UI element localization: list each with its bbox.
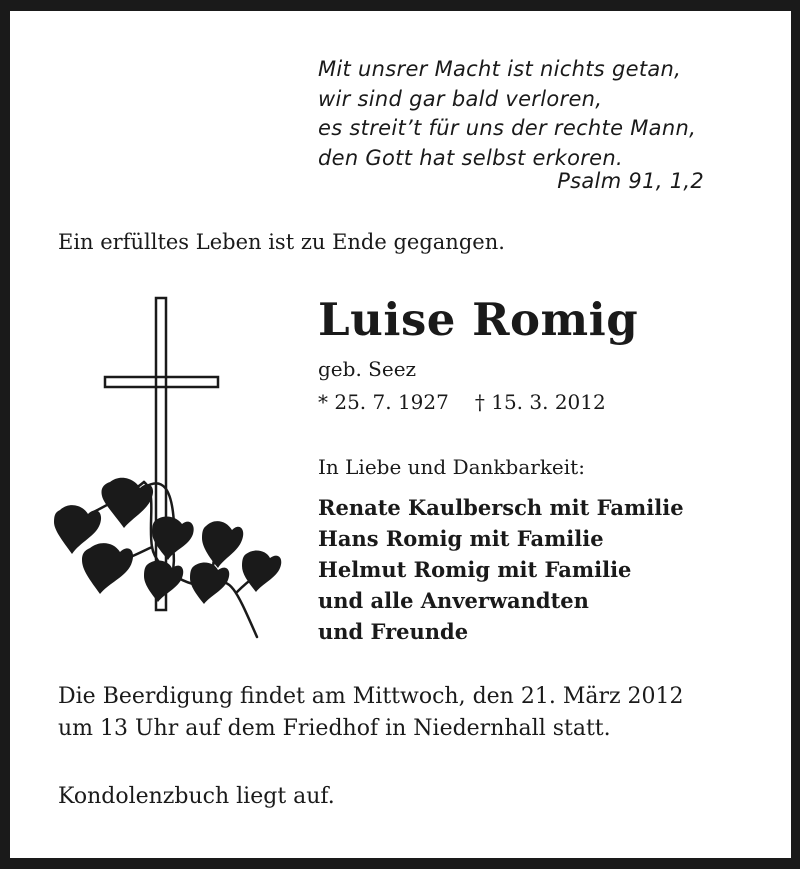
funeral-line: Die Beerdigung findet am Mittwoch, den 21. März 2012	[58, 684, 684, 709]
thanks-line: In Liebe und Dankbarkeit:	[318, 455, 585, 479]
verse-line: wir sind gar bald verloren,	[318, 86, 603, 111]
deceased-name: Luise Romig	[318, 293, 639, 346]
intro-text: Ein erfülltes Leben ist zu Ende gegangen.	[58, 230, 505, 254]
verse-reference: Psalm 91, 1,2	[557, 169, 704, 193]
birth-name: geb. Seez	[318, 357, 417, 381]
funeral-line: um 13 Uhr auf dem Friedhof in Niedernhall statt.	[58, 716, 611, 741]
condolence-note: Kondolenzbuch liegt auf.	[58, 784, 335, 809]
cross-and-ivy-emblem	[52, 292, 292, 652]
mourner-entry: Renate Kaulbersch mit Familie	[318, 495, 684, 520]
mourner-entry: und Freunde	[318, 619, 469, 644]
mourners-list	[318, 492, 684, 647]
mourner-entry: und alle Anverwandten	[318, 588, 589, 613]
death-date: † 15. 3. 2012	[474, 390, 606, 414]
mourner-entry: Helmut Romig mit Familie	[318, 557, 632, 582]
mourner-entry: Hans Romig mit Familie	[318, 526, 604, 551]
funeral-info	[58, 681, 684, 745]
life-dates	[318, 388, 606, 416]
verse-line: den Gott hat selbst erkoren.	[318, 145, 623, 170]
verse-line: es streit’t für uns der rechte Mann,	[318, 116, 697, 140]
birth-date: * 25. 7. 1927	[318, 390, 449, 414]
ivy-icon	[54, 478, 281, 637]
verse-block	[318, 55, 718, 193]
verse-line: Mit unsrer Macht ist nichts getan,	[318, 57, 682, 81]
